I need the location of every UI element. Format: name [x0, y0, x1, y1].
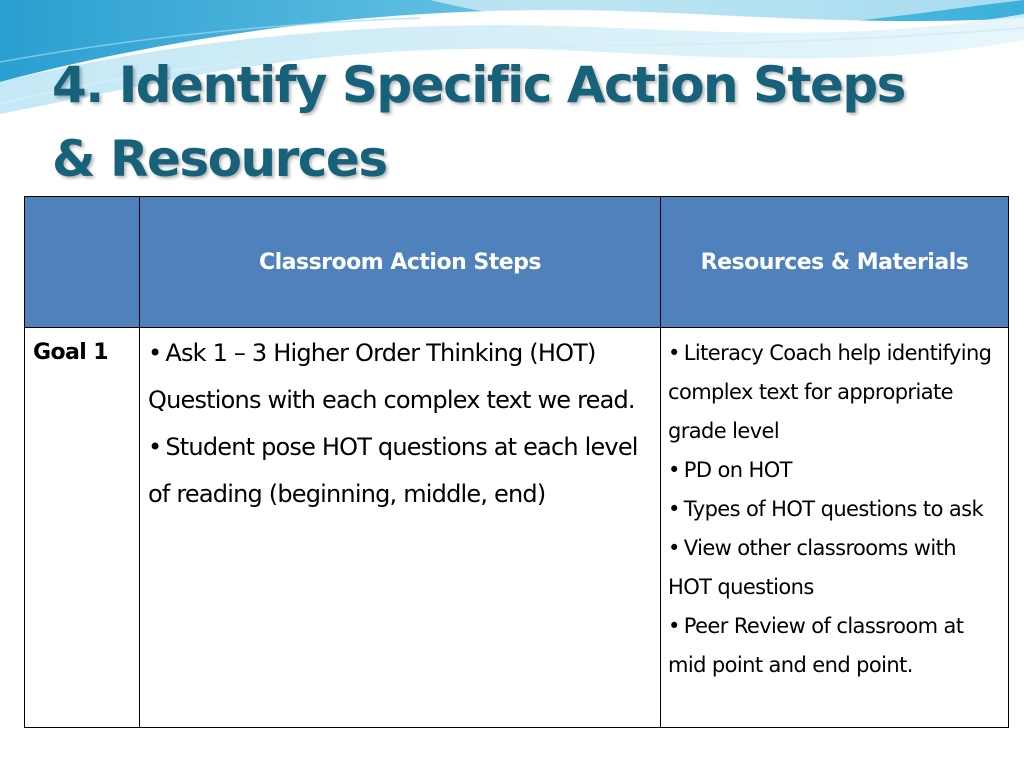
- resource-text: Peer Review of classroom at mid point and end point.: [668, 614, 964, 677]
- resource-item: [668, 334, 1002, 451]
- slide-title: [52, 48, 992, 196]
- action-step-item: [148, 330, 654, 424]
- bullet-icon: •: [668, 458, 680, 482]
- bullet-icon: •: [148, 339, 162, 367]
- title-line-2: & Resources: [52, 130, 387, 188]
- table-header-row: [25, 197, 1009, 328]
- action-steps-table: [24, 196, 1009, 728]
- resource-item: [668, 451, 1002, 490]
- bullet-icon: •: [668, 497, 680, 521]
- resource-text: Literacy Coach help identifying complex text for appropriate grade level: [668, 341, 992, 443]
- resource-item: [668, 529, 1002, 607]
- action-step-text: Student pose HOT questions at each level of reading (beginning, middle, end): [148, 433, 638, 508]
- bullet-icon: •: [668, 614, 680, 638]
- resource-text: Types of HOT questions to ask: [683, 497, 984, 521]
- title-line-1: 4. Identify Specific Action Steps: [52, 56, 905, 114]
- header-cell-resources: Resources & Materials: [661, 197, 1009, 328]
- action-steps-cell: [140, 328, 661, 728]
- header-cell-empty: [25, 197, 140, 328]
- bullet-icon: •: [668, 341, 680, 365]
- resource-text: View other classrooms with HOT questions: [668, 536, 956, 599]
- resource-item: [668, 490, 1002, 529]
- bullet-icon: •: [148, 433, 162, 461]
- resource-text: PD on HOT: [683, 458, 792, 482]
- bullet-icon: •: [668, 536, 680, 560]
- action-step-item: [148, 424, 654, 518]
- header-cell-action-steps: Classroom Action Steps: [140, 197, 661, 328]
- resources-cell: [661, 328, 1009, 728]
- resource-item: [668, 607, 1002, 685]
- goal-label: Goal 1: [25, 328, 140, 728]
- action-step-text: Ask 1 – 3 Higher Order Thinking (HOT) Questions with each complex text we read.: [148, 339, 635, 414]
- table-row: [25, 328, 1009, 728]
